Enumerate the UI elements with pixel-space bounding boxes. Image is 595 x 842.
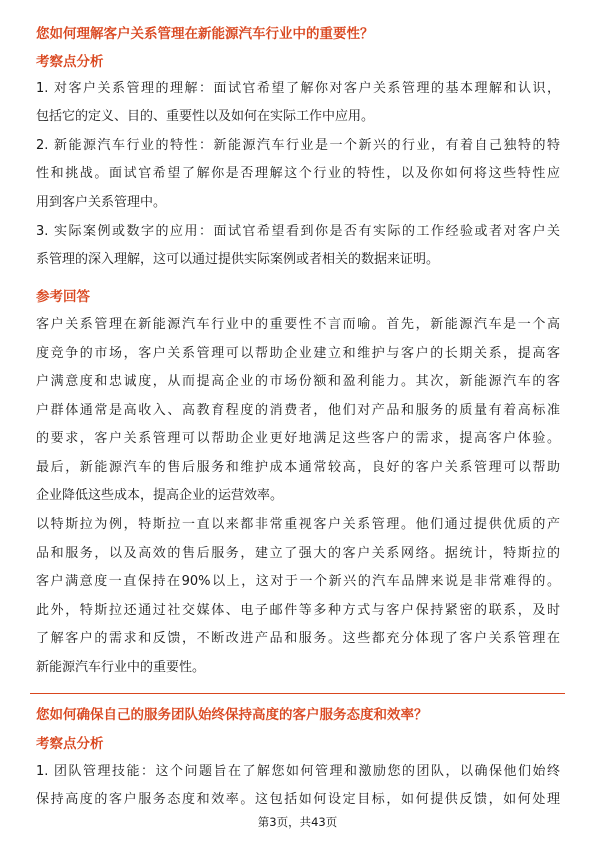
analysis-line: 保持高度的客户服务态度和效率。这包括如何设定目标，如何提供反馈，如何处理 — [36, 792, 560, 807]
question-title-1: 您如何理解客户关系管理在新能源汽车行业中的重要性？ — [36, 26, 374, 42]
page-number: 第3页，共43页 — [257, 815, 338, 829]
answer-line: 的要求，客户关系管理可以帮助企业更好地满足这些客户的需求，提高客户体验。 — [36, 431, 560, 446]
answer-line: 了解客户的需求和反馈，不断改进产品和服务。这些都充分体现了客户关系管理在 — [36, 631, 560, 646]
question-title-2: 您如何确保自己的服务团队始终保持高度的客户服务态度和效率？ — [36, 707, 428, 723]
section-divider — [30, 693, 565, 694]
analysis-line: 系管理的深入理解，这可以通过提供实际案例或者相关的数据来证明。 — [36, 252, 440, 267]
analysis-line: 2. 新能源汽车行业的特性：新能源汽车行业是一个新兴的行业，有着自己独特的特 — [36, 138, 560, 153]
answer-line: 企业降低这些成本，提高企业的运营效率。 — [36, 488, 284, 503]
analysis-line: 1. 团队管理技能：这个问题旨在了解您如何管理和激励您的团队，以确保他们始终 — [36, 764, 560, 779]
analysis-line: 3. 实际案例或数字的应用：面试官希望看到你是否有实际的工作经验或者对客户关 — [36, 224, 560, 239]
answer-line: 新能源汽车行业中的重要性。 — [36, 660, 206, 675]
analysis-line: 性和挑战。面试官希望了解你是否理解这个行业的特性，以及你如何将这些特性应 — [36, 166, 560, 181]
answer-line: 品和服务，以及高效的售后服务，建立了强大的客户关系网络。据统计，特斯拉的 — [36, 546, 560, 561]
analysis-line: 用到客户关系管理中。 — [36, 195, 167, 210]
analysis-heading-1: 考察点分析 — [36, 54, 104, 70]
analysis-heading-2: 考察点分析 — [36, 736, 104, 752]
answer-line: 此外，特斯拉还通过社交媒体、电子邮件等多种方式与客户保持紧密的联系，及时 — [36, 603, 560, 618]
answer-heading: 参考回答 — [36, 289, 90, 305]
answer-line: 最后，新能源汽车的售后服务和维护成本通常较高，良好的客户关系管理可以帮助 — [36, 460, 560, 475]
answer-line: 客户关系管理在新能源汽车行业中的重要性不言而喻。首先，新能源汽车是一个高 — [36, 317, 560, 332]
answer-line: 客户满意度一直保持在90%以上，这对于一个新兴的汽车品牌来说是非常难得的。 — [36, 574, 560, 589]
answer-line: 户群体通常是高收入、高教育程度的消费者，他们对产品和服务的质量有着高标准 — [36, 403, 560, 418]
answer-line: 户满意度和忠诚度，从而提高企业的市场份额和盈利能力。其次，新能源汽车的客 — [36, 374, 560, 389]
analysis-line: 1. 对客户关系管理的理解：面试官希望了解你对客户关系管理的基本理解和认识， — [36, 81, 560, 96]
answer-line: 度竞争的市场，客户关系管理可以帮助企业建立和维护与客户的长期关系，提高客 — [36, 346, 560, 361]
analysis-line: 包括它的定义、目的、重要性以及如何在实际工作中应用。 — [36, 109, 375, 124]
answer-line: 以特斯拉为例，特斯拉一直以来都非常重视客户关系管理。他们通过提供优质的产 — [36, 517, 560, 532]
